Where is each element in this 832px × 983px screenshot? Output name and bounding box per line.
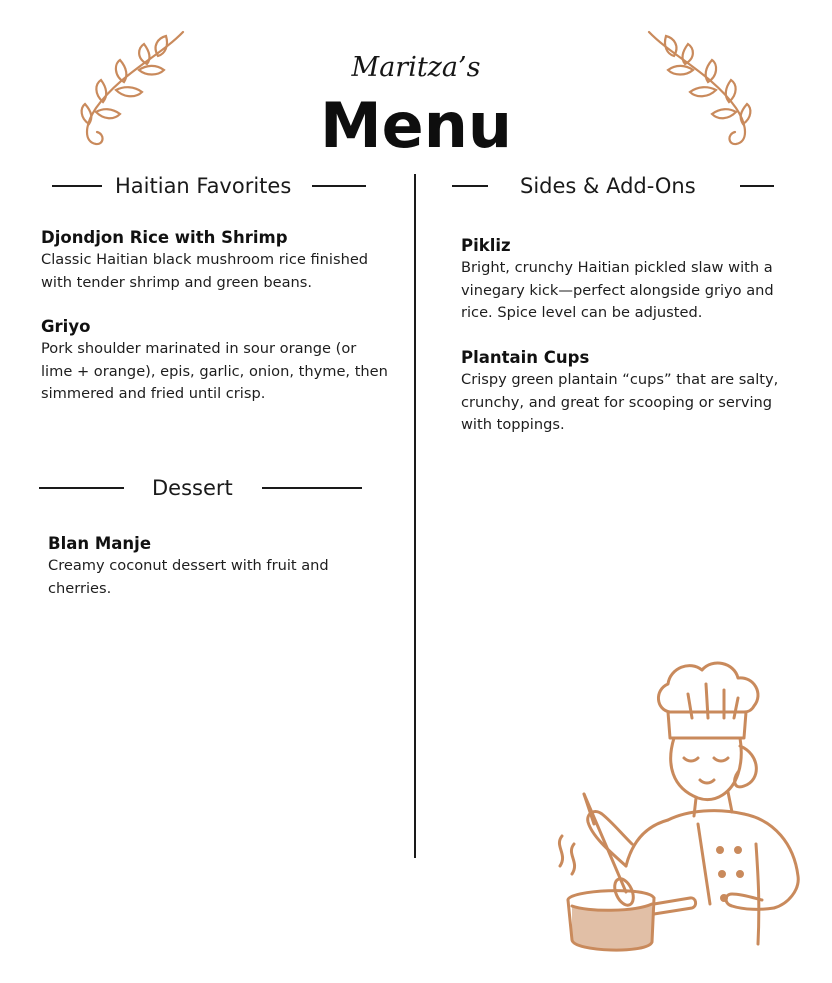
chef-illustration-icon [548,654,812,958]
heading-rule-right [262,487,362,489]
menu-item-description: Creamy coconut dessert with fruit and cherries. [48,557,329,597]
menu-item-description: Crispy green plantain “cups” that are salty, crunchy, and great for scooping or serving with toppings. [461,371,779,433]
column-divider [414,174,416,858]
heading-rule-left [39,487,124,489]
menu-item-description: Bright, crunchy Haitian pickled slaw with a vinegary kick—perfect alongside griyo and rice. Spice level can be adjusted. [461,259,774,321]
section-heading-dessert: Dessert [152,476,233,500]
menu-item-name: Pikliz [461,236,511,255]
heading-rule-right [740,185,774,187]
menu-item-name: Blan Manje [48,534,152,553]
menu-item-description: Pork shoulder marinated in sour orange (or lime + orange), epis, garlic, onion, thyme, then simmered and fried until crisp. [41,340,388,402]
section-heading-sides-add-ons: Sides & Add-Ons [520,174,696,198]
heading-rule-right [312,185,366,187]
menu-subtitle: Maritza’s [351,52,481,83]
heading-rule-left [452,185,488,187]
menu-item-name: Griyo [41,317,91,336]
menu-title: Menu [319,89,513,162]
menu-item-description: Classic Haitian black mushroom rice finished with tender shrimp and green beans. [41,251,369,291]
menu-item-name: Plantain Cups [461,348,590,367]
menu-item-name: Djondjon Rice with Shrimp [41,228,288,247]
section-heading-haitian-favorites: Haitian Favorites [115,174,292,198]
heading-rule-left [52,185,102,187]
